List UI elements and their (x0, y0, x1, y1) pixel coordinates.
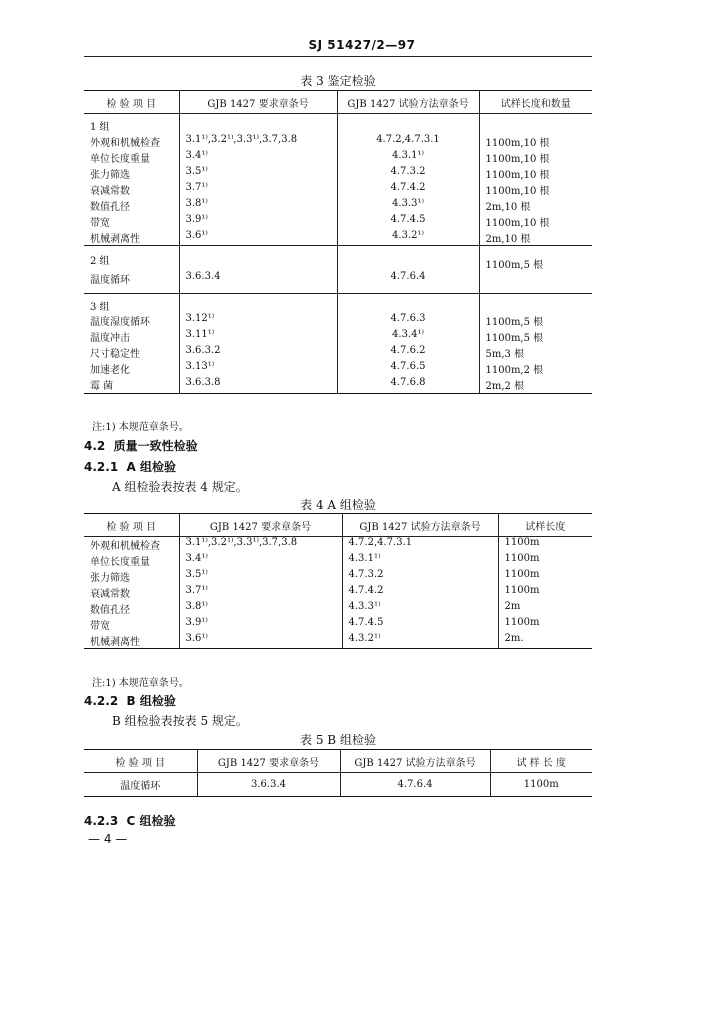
table3-group2-sample: 1100m,5 根 (479, 246, 592, 272)
table-cell: 4.3.3¹⁾ (342, 601, 498, 617)
table-cell: 2m,10 根 (479, 198, 592, 214)
table-cell: 1100m,10 根 (479, 166, 592, 182)
table3-header-method: GJB 1427 试验方法章条号 (337, 91, 479, 114)
table-cell: 尺寸稳定性 (90, 349, 140, 360)
section-title: A 组检验 (126, 460, 176, 474)
table-cell: 4.7.4.5 (337, 214, 479, 230)
table-row (84, 230, 592, 246)
section-number: 4.2.3 (84, 814, 119, 828)
table4-caption: 表 4 A 组检验 (300, 498, 376, 512)
table-cell: 3.1¹⁾,3.2¹⁾,3.3¹⁾,3.7,3.8 (179, 134, 337, 150)
table-cell: 3.6¹⁾ (179, 633, 342, 649)
table-cell: 4.7.2,4.7.3.1 (342, 537, 498, 553)
table-cell: 4.7.3.2 (337, 166, 479, 182)
table4-header-sample: 试样长度 (498, 514, 592, 537)
table-row (84, 585, 592, 601)
table-cell: 3.7¹⁾ (179, 585, 342, 601)
table-row (84, 214, 592, 230)
table5-header-req: GJB 1427 要求章条号 (197, 750, 340, 773)
table-cell: 4.7.6.4 (340, 773, 490, 797)
table-row (84, 313, 592, 329)
table-cell: 1100m (498, 569, 592, 585)
table-cell: 带宽 (90, 620, 110, 632)
table-cell: 4.7.2,4.7.3.1 (337, 134, 479, 150)
table-cell: 2m,10 根 (479, 230, 592, 246)
table-cell: 外观和机械检查 (90, 137, 160, 149)
table-cell: 1100m (498, 585, 592, 601)
table-cell: 4.7.6.3 (337, 313, 479, 329)
table-cell: 1100m (490, 773, 592, 797)
table3-note: 注:1) 本规范章条号。 (92, 422, 189, 433)
table-cell: 2m,2 根 (479, 377, 592, 393)
table-cell: 1100m,5 根 (479, 313, 592, 329)
table-cell: 4.3.1¹⁾ (342, 553, 498, 569)
table-cell: 1100m,10 根 (479, 150, 592, 166)
table-cell: 3.6.3.2 (179, 345, 337, 361)
table-cell: 4.3.1¹⁾ (337, 150, 479, 166)
section-number: 4.2.2 (84, 694, 119, 708)
table3 (84, 90, 592, 394)
table-cell: 温度循环 (90, 275, 130, 286)
table3-group3 (84, 293, 592, 393)
table-row (84, 617, 592, 633)
table4-note: 注:1) 本规范章条号。 (92, 678, 189, 689)
table-cell: 3.4¹⁾ (179, 150, 337, 166)
table-cell: 1100m (498, 617, 592, 633)
section-number: 4.2 (84, 439, 106, 453)
table-row (84, 345, 592, 361)
table-cell: 5m,3 根 (479, 345, 592, 361)
table-row (84, 329, 592, 345)
table-row (84, 134, 592, 150)
table-cell: 4.7.6.2 (337, 345, 479, 361)
table-cell: 数值孔径 (90, 201, 130, 213)
section-number: 4.2.1 (84, 460, 119, 474)
table-cell: 数值孔径 (90, 604, 130, 616)
table3-group1 (84, 114, 592, 246)
table3-group2 (84, 246, 592, 294)
table-cell: 4.7.3.2 (342, 569, 498, 585)
table5-header-method: GJB 1427 试验方法章条号 (340, 750, 490, 773)
table3-header-item: 检 验 项 目 (84, 91, 179, 114)
table-cell: 4.7.4.2 (337, 182, 479, 198)
table3-group3-title: 3 组 (84, 293, 179, 313)
table-row (84, 633, 592, 649)
table-row (84, 377, 592, 393)
table4-header-item: 检 验 项 目 (84, 514, 179, 537)
table-cell: 3.6.3.8 (179, 377, 337, 393)
table-cell: 3.8¹⁾ (179, 601, 342, 617)
table-cell: 温度循环 (84, 773, 197, 797)
table-cell: 1100m,2 根 (479, 361, 592, 377)
table-cell: 1100m,10 根 (479, 214, 592, 230)
table4-body (84, 537, 592, 649)
table3-header-req: GJB 1427 要求章条号 (179, 91, 337, 114)
table5 (84, 749, 592, 797)
table-row (84, 553, 592, 569)
header-rule (84, 56, 592, 57)
table-cell: 霉 菌 (84, 377, 179, 393)
table-row (84, 182, 592, 198)
page-number: — 4 — (88, 832, 128, 846)
table-cell: 3.8¹⁾ (179, 198, 337, 214)
section-title: 质量一致性检验 (113, 439, 198, 453)
table-cell: 3.7¹⁾ (179, 182, 337, 198)
table-cell: 张力筛选 (90, 169, 130, 181)
table4 (84, 513, 592, 649)
table-row (84, 198, 592, 214)
table3-group1-title: 1 组 (90, 122, 110, 133)
table-cell: 4.3.2¹⁾ (342, 633, 498, 649)
table4-header-req: GJB 1427 要求章条号 (179, 514, 342, 537)
table-cell: 机械剥离性 (90, 233, 140, 245)
table-cell: 机械剥离性 (84, 633, 179, 649)
table-cell: 温度冲击 (90, 333, 130, 344)
table-cell: 3.12¹⁾ (179, 313, 337, 329)
table-row (84, 773, 592, 797)
document-code: SJ 51427/2—97 (308, 38, 416, 52)
section-4-2-heading (84, 437, 198, 454)
table-cell: 1100m (498, 537, 592, 553)
section-4-2-2-text: B 组检验表按表 5 规定。 (112, 714, 248, 728)
table-row (84, 601, 592, 617)
table-cell: 单位长度重量 (90, 556, 150, 568)
table-row (84, 537, 592, 553)
table-row (84, 150, 592, 166)
section-4-2-3-heading (84, 812, 176, 829)
table-cell: 4.3.4¹⁾ (337, 329, 479, 345)
table-cell: 3.1¹⁾,3.2¹⁾,3.3¹⁾,3.7,3.8 (179, 537, 342, 553)
table-cell: 衰减常数 (90, 588, 130, 600)
table-cell: 温度湿度循环 (90, 317, 150, 328)
table-cell: 2m (498, 601, 592, 617)
table-cell: 单位长度重量 (90, 153, 150, 165)
table-cell: 2m. (498, 633, 592, 649)
table-cell: 3.5¹⁾ (179, 166, 337, 182)
table-cell: 加速老化 (90, 365, 130, 376)
table-cell: 1100m,10 根 (479, 134, 592, 150)
table-cell: 衰减常数 (90, 185, 130, 197)
table-cell: 3.6.3.4 (179, 271, 337, 293)
section-title: C 组检验 (126, 814, 176, 828)
table5-caption: 表 5 B 组检验 (300, 733, 376, 747)
table-cell: 3.6.3.4 (197, 773, 340, 797)
table-cell: 4.7.4.2 (342, 585, 498, 601)
table-cell: 4.3.3¹⁾ (337, 198, 479, 214)
table-cell: 4.7.6.4 (337, 271, 479, 293)
table-cell: 4.7.6.8 (337, 377, 479, 393)
table-cell: 带宽 (90, 217, 110, 229)
section-title: B 组检验 (126, 694, 176, 708)
table-cell: 4.3.2¹⁾ (337, 230, 479, 246)
table-row (84, 166, 592, 182)
table-cell: 3.5¹⁾ (179, 569, 342, 585)
table-cell: 张力筛选 (90, 572, 130, 584)
section-4-2-1-text: A 组检验表按表 4 规定。 (112, 480, 248, 494)
table-cell: 3.9¹⁾ (179, 214, 337, 230)
table-cell: 3.11¹⁾ (179, 329, 337, 345)
table-row (84, 361, 592, 377)
table-cell: 1100m,10 根 (479, 182, 592, 198)
table-cell: 4.7.4.5 (342, 617, 498, 633)
table-cell: 3.13¹⁾ (179, 361, 337, 377)
table-cell: 3.6¹⁾ (179, 230, 337, 246)
table-cell: 外观和机械检查 (90, 541, 160, 552)
table-cell: 3.9¹⁾ (179, 617, 342, 633)
table5-header-item: 检 验 项 目 (84, 750, 197, 773)
table-cell: 3.4¹⁾ (179, 553, 342, 569)
table-cell: 1100m,5 根 (479, 329, 592, 345)
table3-caption: 表 3 鉴定检验 (300, 74, 376, 88)
table5-header-sample: 试 样 长 度 (490, 750, 592, 773)
table-cell: 4.7.6.5 (337, 361, 479, 377)
table-cell: 1100m (498, 553, 592, 569)
section-4-2-1-heading (84, 458, 176, 475)
table4-header-method: GJB 1427 试验方法章条号 (342, 514, 498, 537)
table3-header-sample: 试样长度和数量 (479, 91, 592, 114)
table-row (84, 569, 592, 585)
section-4-2-2-heading (84, 692, 176, 709)
table3-group2-title: 2 组 (84, 246, 179, 272)
